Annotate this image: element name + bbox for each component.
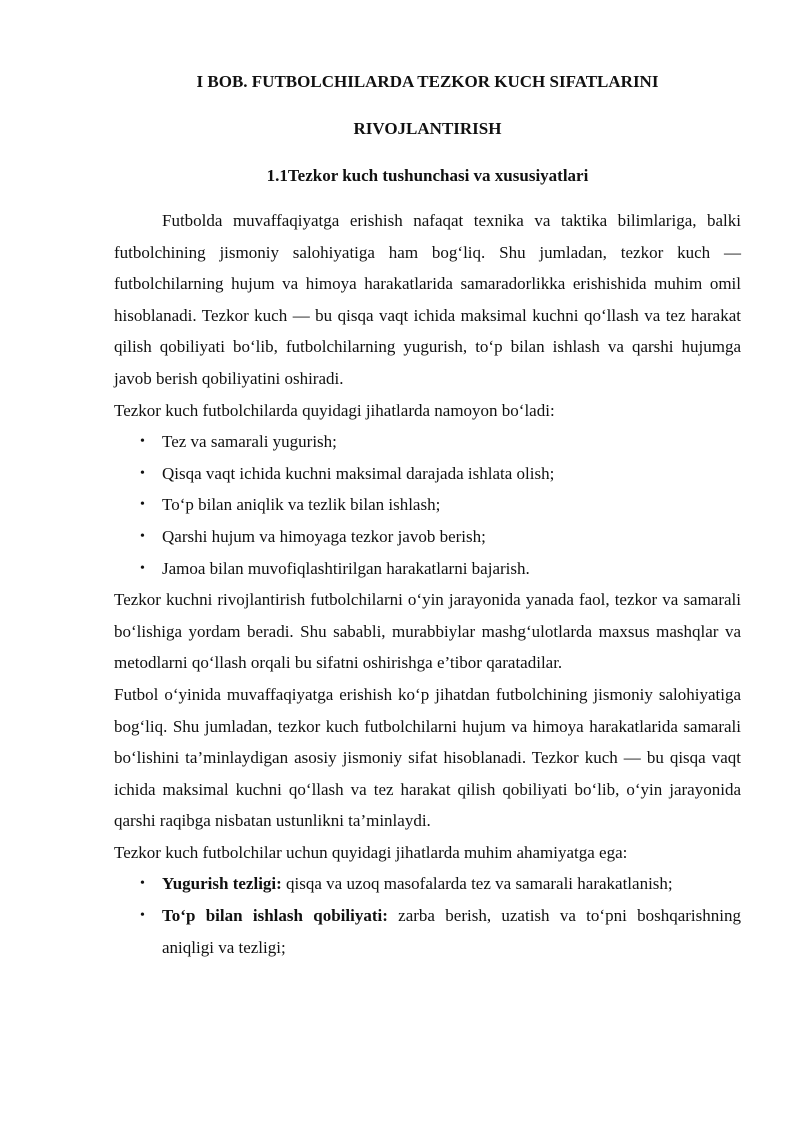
- list-item: [114, 489, 741, 521]
- list-item: [114, 868, 741, 900]
- list-item-text: To‘p bilan aniqlik va tezlik bilan ishlash;: [162, 495, 441, 515]
- paragraph-development: Tezkor kuchni rivojlantirish futbolchilarni o‘yin jarayonida yanada faol, tezkor va samarali bo‘lishiga yordam beradi. Shu sababli, murabbiylar mashg‘ulotlarda maxsus mashqlar va metodlarni qo‘llash orqali bu sifatni oshirishga e’tibor qaratadilar.: [114, 590, 741, 673]
- list-item-text: zarba berish, uzatish va to‘pni boshqarishning aniqligi va tezligi;: [162, 906, 741, 957]
- paragraph-success: Futbol o‘yinida muvaffaqiyatga erishish ko‘p jihatdan futbolchining jismoniy salohiyatiga bog‘liq. Shu jumladan, tezkor kuch futbolchilarni hujum va himoya harakatlarida samarali bo‘lishini ta’minlaydigan asosiy jismoniy sifat hisoblanadi. Tezkor kuch — bu qisqa vaqt ichida maksimal kuchni qo‘llash va tez harakat qilish qobiliyati bo‘lib, o‘yin jarayonida qarshi raqibga nisbatan ustunlikni ta’minlaydi.: [114, 684, 741, 831]
- chapter-title-line-1: I BOB. FUTBOLCHILARDA TEZKOR KUCH SIFATLARINI: [196, 72, 659, 91]
- list-item: [114, 553, 741, 585]
- chapter-title: [114, 70, 741, 164]
- paragraph-list2-lead: Tezkor kuch futbolchilar uchun quyidagi jihatlarda muhim ahamiyatga ega:: [114, 842, 628, 862]
- list-item: [114, 458, 741, 490]
- list-item-text: Tez va samarali yugurish;: [162, 432, 337, 452]
- list-item-term: Yugurish tezligi:: [162, 874, 282, 894]
- list-item-text: qisqa va uzoq masofalarda tez va samarali harakatlanish;: [281, 874, 673, 894]
- bullet-icon: •: [140, 528, 145, 544]
- document-page: [114, 70, 741, 963]
- section-title: 1.1Tezkor kuch tushunchasi va xususiyatlari: [266, 166, 589, 185]
- bullet-icon: •: [140, 560, 145, 576]
- list-item-text: Qisqa vaqt ichida kuchni maksimal darajada ishlata olish;: [162, 463, 555, 483]
- chapter-title-line-2: RIVOJLANTIRISH: [353, 119, 502, 138]
- bullet-icon: •: [140, 876, 145, 892]
- bullet-list-importance: [114, 868, 741, 963]
- list-item: [114, 426, 741, 458]
- bullet-icon: •: [140, 497, 145, 513]
- bullet-list-manifestations: [114, 426, 741, 584]
- paragraph-list1-lead: Tezkor kuch futbolchilarda quyidagi jihatlarda namoyon bo‘ladi:: [114, 400, 555, 420]
- list-item-text: Jamoa bilan muvofiqlashtirilgan harakatlarni bajarish.: [162, 558, 530, 578]
- list-item: [114, 521, 741, 553]
- bullet-icon: •: [140, 465, 145, 481]
- list-item-text: Qarshi hujum va himoyaga tezkor javob berish;: [162, 526, 486, 546]
- bullet-icon: •: [140, 434, 145, 450]
- paragraph-intro: Futbolda muvaffaqiyatga erishish nafaqat texnika va taktika bilimlariga, balki futbolchining jismoniy salohiyatiga ham bog‘liq. Shu jumladan, tezkor kuch — futbolchilarning hujum va himoya harakatlarida samaradorlikka erishishida muhim omil hisoblanadi. Tezkor kuch — bu qisqa vaqt ichida maksimal kuchni qo‘llash va tez harakat qilish qobiliyati bo‘lib, futbolchilarning yugurish, to‘p bilan ishlash va qarshi hujumga javob berish qobiliyatini oshiradi.: [114, 211, 741, 388]
- list-item: [114, 900, 741, 963]
- bullet-icon: •: [140, 908, 145, 924]
- list-item-term: To‘p bilan ishlash qobiliyati:: [162, 906, 388, 926]
